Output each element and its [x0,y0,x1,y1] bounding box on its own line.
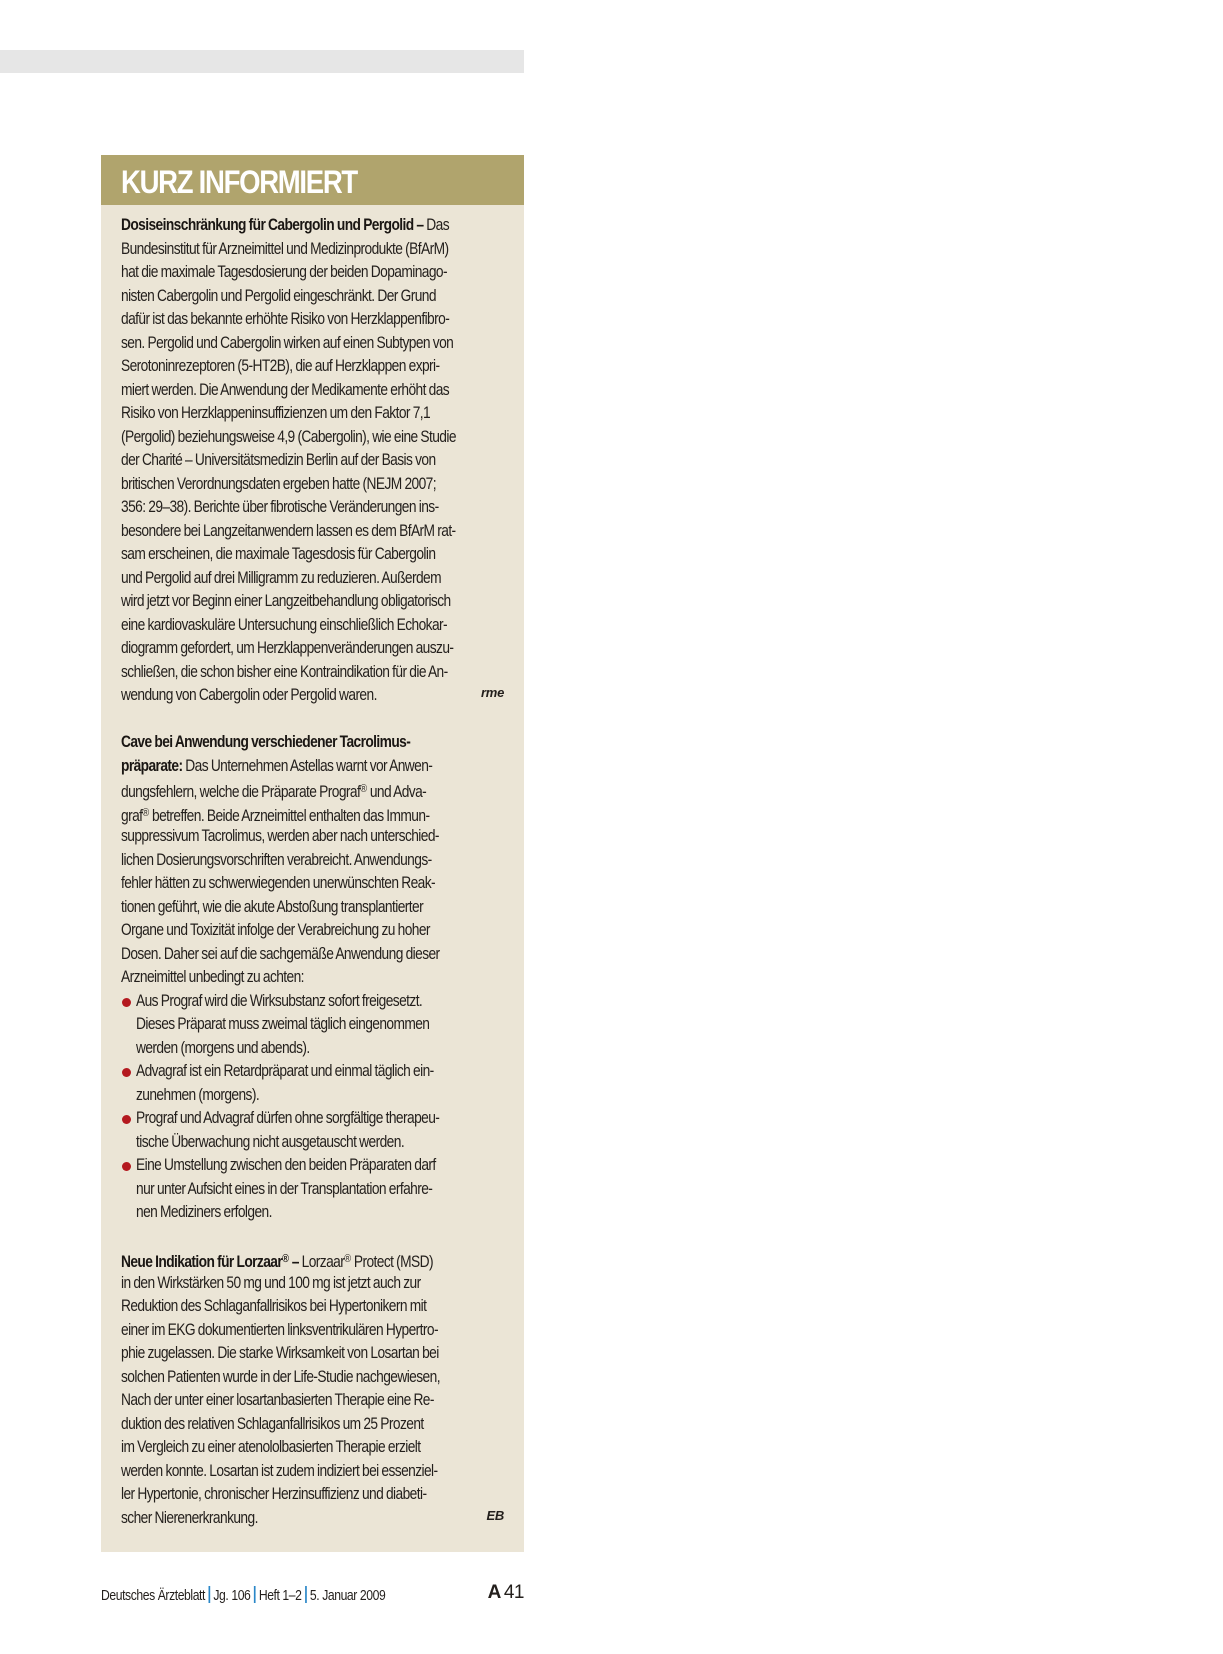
article-text-fragment: graf [121,806,143,825]
article-text-line: wendung von Cabergolin oder Pergolid waren. [121,686,377,704]
footer-separator [208,1586,210,1603]
article-text-line: einer im EKG dokumentierten linksventrikulären Hypertro- [121,1320,438,1339]
article-text-line: (Pergolid) beziehungsweise 4,9 (Cabergolin), wie eine Studie [121,427,456,446]
article-text-fragment: und Adva- [367,783,427,801]
bullet-text-line: werden (morgens und abends). [136,1038,310,1057]
article-text-line: sam erscheinen, die maximale Tagesdosis für Cabergolin [121,545,436,563]
box-body [101,205,524,1530]
page-footer [101,1582,524,1606]
bullet-dot-icon [122,998,131,1007]
page-number [488,1582,524,1604]
footer-journal: Deutsches Ärzteblatt [101,1588,205,1604]
box-title: KURZ INFORMIERT [121,164,357,200]
bullet-text-line: nur unter Aufsicht eines in der Transplantation erfahre- [136,1179,433,1198]
article-text-line: wird jetzt vor Beginn einer Langzeitbehandlung obligatorisch [121,592,451,610]
article-text-line: ler Hypertonie, chronischer Herzinsuffizienz und diabeti- [121,1485,427,1503]
bullet-text-line: nen Mediziners erfolgen. [136,1203,272,1221]
article-text [121,214,504,708]
article-text-fragment: Das Unternehmen Astellas warnt vor Anwen- [182,756,433,775]
article-text-line: Dosen. Daher sei auf die sachgemäße Anwendung dieser [121,944,440,963]
article-text [121,731,504,990]
article-text-line: hat die maximale Tagesdosierung der beiden Dopaminago- [121,263,447,281]
article-text-line: dafür ist das bekannte erhöhte Risiko von Herzklappenfibro- [121,310,450,328]
bullet-dot-icon [122,1162,131,1171]
article-text-line: solchen Patienten wurde in der Life-Studie nachgewiesen, [121,1367,440,1386]
bullet-text-line: Dieses Präparat muss zweimal täglich eingenommen [136,1015,430,1033]
article-text-line: duktion des relativen Schlaganfallrisikos um 25 Prozent [121,1414,424,1433]
article-text-line: diogramm gefordert, um Herzklappenveränderungen auszu- [121,639,454,657]
article-text-line: miert werden. Die Anwendung der Medikamente erhöht das [121,380,450,399]
article-text-line: in den Wirkstärken 50 mg und 100 mg ist jetzt auch zur [121,1273,421,1292]
article-text-line: Bundesinstitut für Arzneimittel und Medizinprodukte (BfArM) [121,239,449,258]
article-text-line [121,755,443,779]
article-text-fragment: Das [423,216,449,234]
article-text-line: Arzneimittel unbedingt zu achten: [121,968,304,986]
kurz-informiert-box [101,155,524,1552]
author-signature: EB [486,1507,504,1523]
article-text-line: 356: 29–38). Berichte über fibrotische Veränderungen ins- [121,498,439,516]
bullet-text-line: Eine Umstellung zwischen den beiden Präparaten darf [136,1156,436,1174]
article-text-fragment: betreffen. Beide Arzneimittel enthalten das Immun- [149,806,430,825]
bullet-text-line: Prograf und Advagraf dürfen ohne sorgfältige therapeu- [136,1109,440,1127]
article-lead-dash: – [288,1253,299,1271]
article-text-fragment: Protect (MSD) [351,1253,433,1271]
article-cabergolin-pergolid [121,214,504,708]
article-text-line: phie zugelassen. Die starke Wirksamkeit von Losartan bei [121,1344,439,1362]
bullet-dot-icon [122,1068,131,1077]
article-text-fragment: Lorzaar [298,1253,345,1271]
bullet-item [121,990,504,1061]
footer-separator [254,1586,256,1603]
page-letter: A [487,1582,501,1603]
author-signature: rme [481,685,504,700]
article-lead [121,1253,299,1271]
article-lead-line: Cave bei Anwendung verschiedener Tacrolimus- [121,733,411,751]
bullet-text-line: Aus Prograf wird die Wirksubstanz sofort freigesetzt. [136,991,423,1010]
footer-citation [101,1586,385,1604]
article-text-line [121,778,443,802]
article-lead-text: Neue Indikation für Lorzaar [121,1253,283,1271]
article-text-line: scher Nierenerkrankung. [121,1508,258,1527]
article-text-line: Serotoninrezeptoren (5-HT2B), die auf Herzklappen expri- [121,357,440,375]
page-number-value: 41 [503,1582,524,1603]
article-text-line: eine kardiovaskuläre Untersuchung einschließlich Echokar- [121,615,448,634]
article-text-line: schließen, die schon bisher eine Kontraindikation für die An- [121,662,448,681]
article-text-line: im Vergleich zu einer atenololbasierten Therapie erzielt [121,1438,421,1456]
article-text-line: besondere bei Langzeitanwendern lassen es dem BfArM rat- [121,521,456,540]
bullet-text-line: Advagraf ist ein Retardpräparat und einmal täglich ein- [136,1062,434,1080]
article-text-line: werden konnte. Losartan ist zudem indiziert bei essenziel- [121,1461,438,1480]
article-text-line: Reduktion des Schlaganfallrisikos bei Hypertonikern mit [121,1297,427,1315]
registered-mark: ® [142,806,150,819]
bullet-item [121,1060,504,1107]
article-text-line: Nach der unter einer losartanbasierten Therapie eine Re- [121,1391,434,1409]
article-lorzaar [121,1248,504,1530]
footer-separator [305,1586,307,1603]
article-text-line [121,802,443,826]
footer-issue: Heft 1–2 [258,1588,302,1604]
bullet-item [121,1154,504,1225]
bullet-item [121,1107,504,1154]
article-text-line: fehler hätten zu schwerwiegenden unerwünschten Reak- [121,874,436,892]
article-text-line: tionen geführt, wie die akute Abstoßung transplantierter [121,897,424,916]
article-text-line: lichen Dosierungsvorschriften verabreicht. Anwendungs- [121,850,432,869]
article-text [121,1248,504,1530]
registered-mark: ® [360,783,368,795]
registered-mark: ® [344,1253,352,1265]
article-text-line: und Pergolid auf drei Milligramm zu reduzieren. Außerdem [121,568,441,587]
article-tacrolimus [121,731,504,1225]
article-text-line: suppressivum Tacrolimus, werden aber nach unterschied- [121,827,439,845]
top-gray-bar [0,50,524,73]
article-text-fragment: dungsfehlern, welche die Präparate Prograf [121,783,361,801]
article-text-line: britischen Verordnungsdaten ergeben hatte (NEJM 2007; [121,474,436,493]
article-first-line [121,214,449,238]
article-text-line: Organe und Toxizität infolge der Verabreichung zu hoher [121,921,430,939]
article-lead: präparate: [121,756,183,775]
bullet-text-line: zunehmen (morgens). [136,1085,260,1104]
footer-volume: Jg. 106 [213,1588,251,1604]
article-first-line [121,1248,443,1272]
article-text-line: Risiko von Herzklappeninsuffizienzen um den Faktor 7,1 [121,404,431,422]
bullet-text-line: tische Überwachung nicht ausgetauscht werden. [136,1132,405,1151]
registered-mark: ® [282,1253,289,1265]
article-text-line: der Charité – Universitätsmedizin Berlin auf der Basis von [121,451,436,469]
box-header [101,155,524,205]
article-lead: Dosiseinschränkung für Cabergolin und Pergolid – [121,216,424,234]
article-text-line: sen. Pergolid und Cabergolin wirken auf einen Subtypen von [121,333,454,352]
footer-date: 5. Januar 2009 [309,1588,386,1604]
bullet-list [121,990,504,1225]
bullet-dot-icon [122,1115,131,1124]
article-text-line: nisten Cabergolin und Pergolid eingeschränkt. Der Grund [121,286,436,305]
